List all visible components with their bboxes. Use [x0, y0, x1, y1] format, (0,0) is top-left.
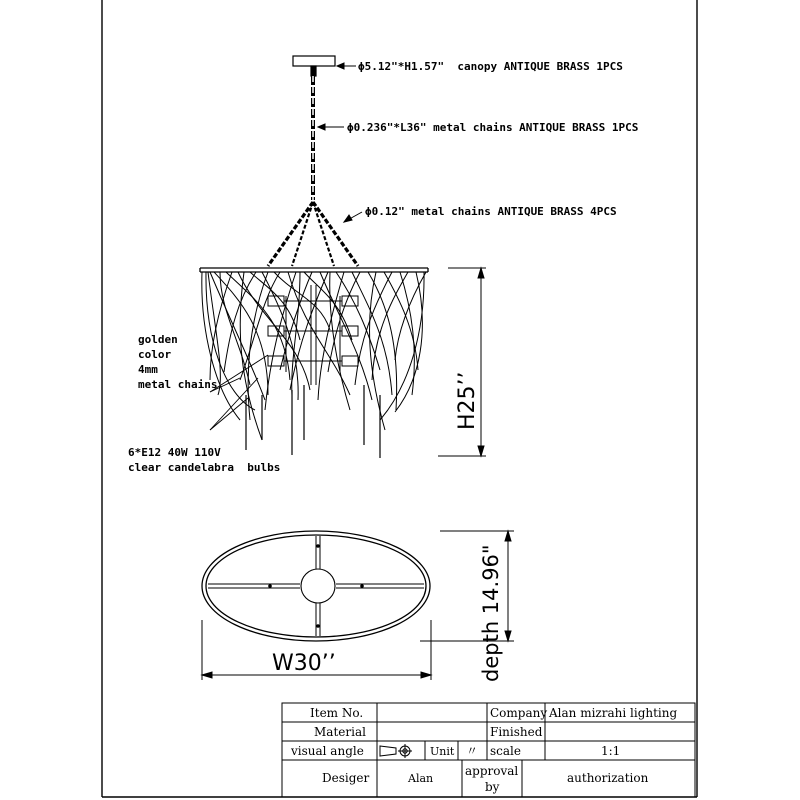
bulbs-note-line: clear candelabra bulbs [128, 461, 281, 474]
canopy-label: ϕ5.12"*H1.57" canopy ANTIQUE BRASS 1PCS [358, 60, 623, 73]
item-no-label: Item No. [310, 706, 364, 720]
company-value: Alan mizrahi lighting [549, 706, 678, 720]
canopy [293, 56, 335, 66]
draped-chains [202, 272, 426, 440]
chains-note-line: 4mm [138, 363, 158, 376]
authorization-label: authorization [567, 771, 649, 785]
plan-view [202, 531, 430, 641]
candle-frame [268, 285, 358, 385]
label-pointers [318, 63, 362, 222]
sub-chains-label: ϕ0.12" metal chains ANTIQUE BRASS 4PCS [365, 205, 617, 218]
bulbs-note-line: 6*E12 40W 110V [128, 446, 221, 459]
material-label: Material [314, 725, 366, 739]
chains-note [138, 333, 217, 391]
center-hub [301, 569, 335, 603]
company-label: Company [490, 706, 548, 720]
scale-value: 1:1 [601, 744, 621, 758]
drawing-frame [102, 0, 697, 797]
height-label: H25’’ [455, 371, 480, 430]
title-block [282, 703, 695, 797]
bulbs-note [128, 446, 280, 474]
chains-note-line: color [138, 348, 172, 361]
width-label: W30’’ [272, 651, 336, 676]
approval-label: approval [465, 764, 519, 778]
designer-value: Alan [408, 772, 434, 785]
chandelier-elevation [200, 56, 428, 458]
annotations [128, 60, 638, 682]
main-chain-label: ϕ0.236"*L36" metal chains ANTIQUE BRASS 1PCS [347, 121, 639, 134]
unit-label: Unit [430, 745, 455, 758]
chains-note-line: golden [138, 333, 178, 346]
visual-angle-label: visual angle [291, 744, 364, 758]
finished-label: Finished [490, 725, 543, 739]
projection-symbol-icon [380, 744, 412, 758]
top-ring [200, 268, 428, 272]
chains-note-line: metal chains [138, 378, 218, 391]
approval-label-by: by [485, 780, 500, 794]
depth-label: depth 14.96" [479, 544, 503, 682]
designer-label: Desiger [322, 771, 370, 785]
main-chain [311, 66, 316, 200]
scale-label: scale [490, 744, 521, 758]
unit-value: 〃 [466, 744, 479, 758]
sub-chains [268, 202, 358, 266]
